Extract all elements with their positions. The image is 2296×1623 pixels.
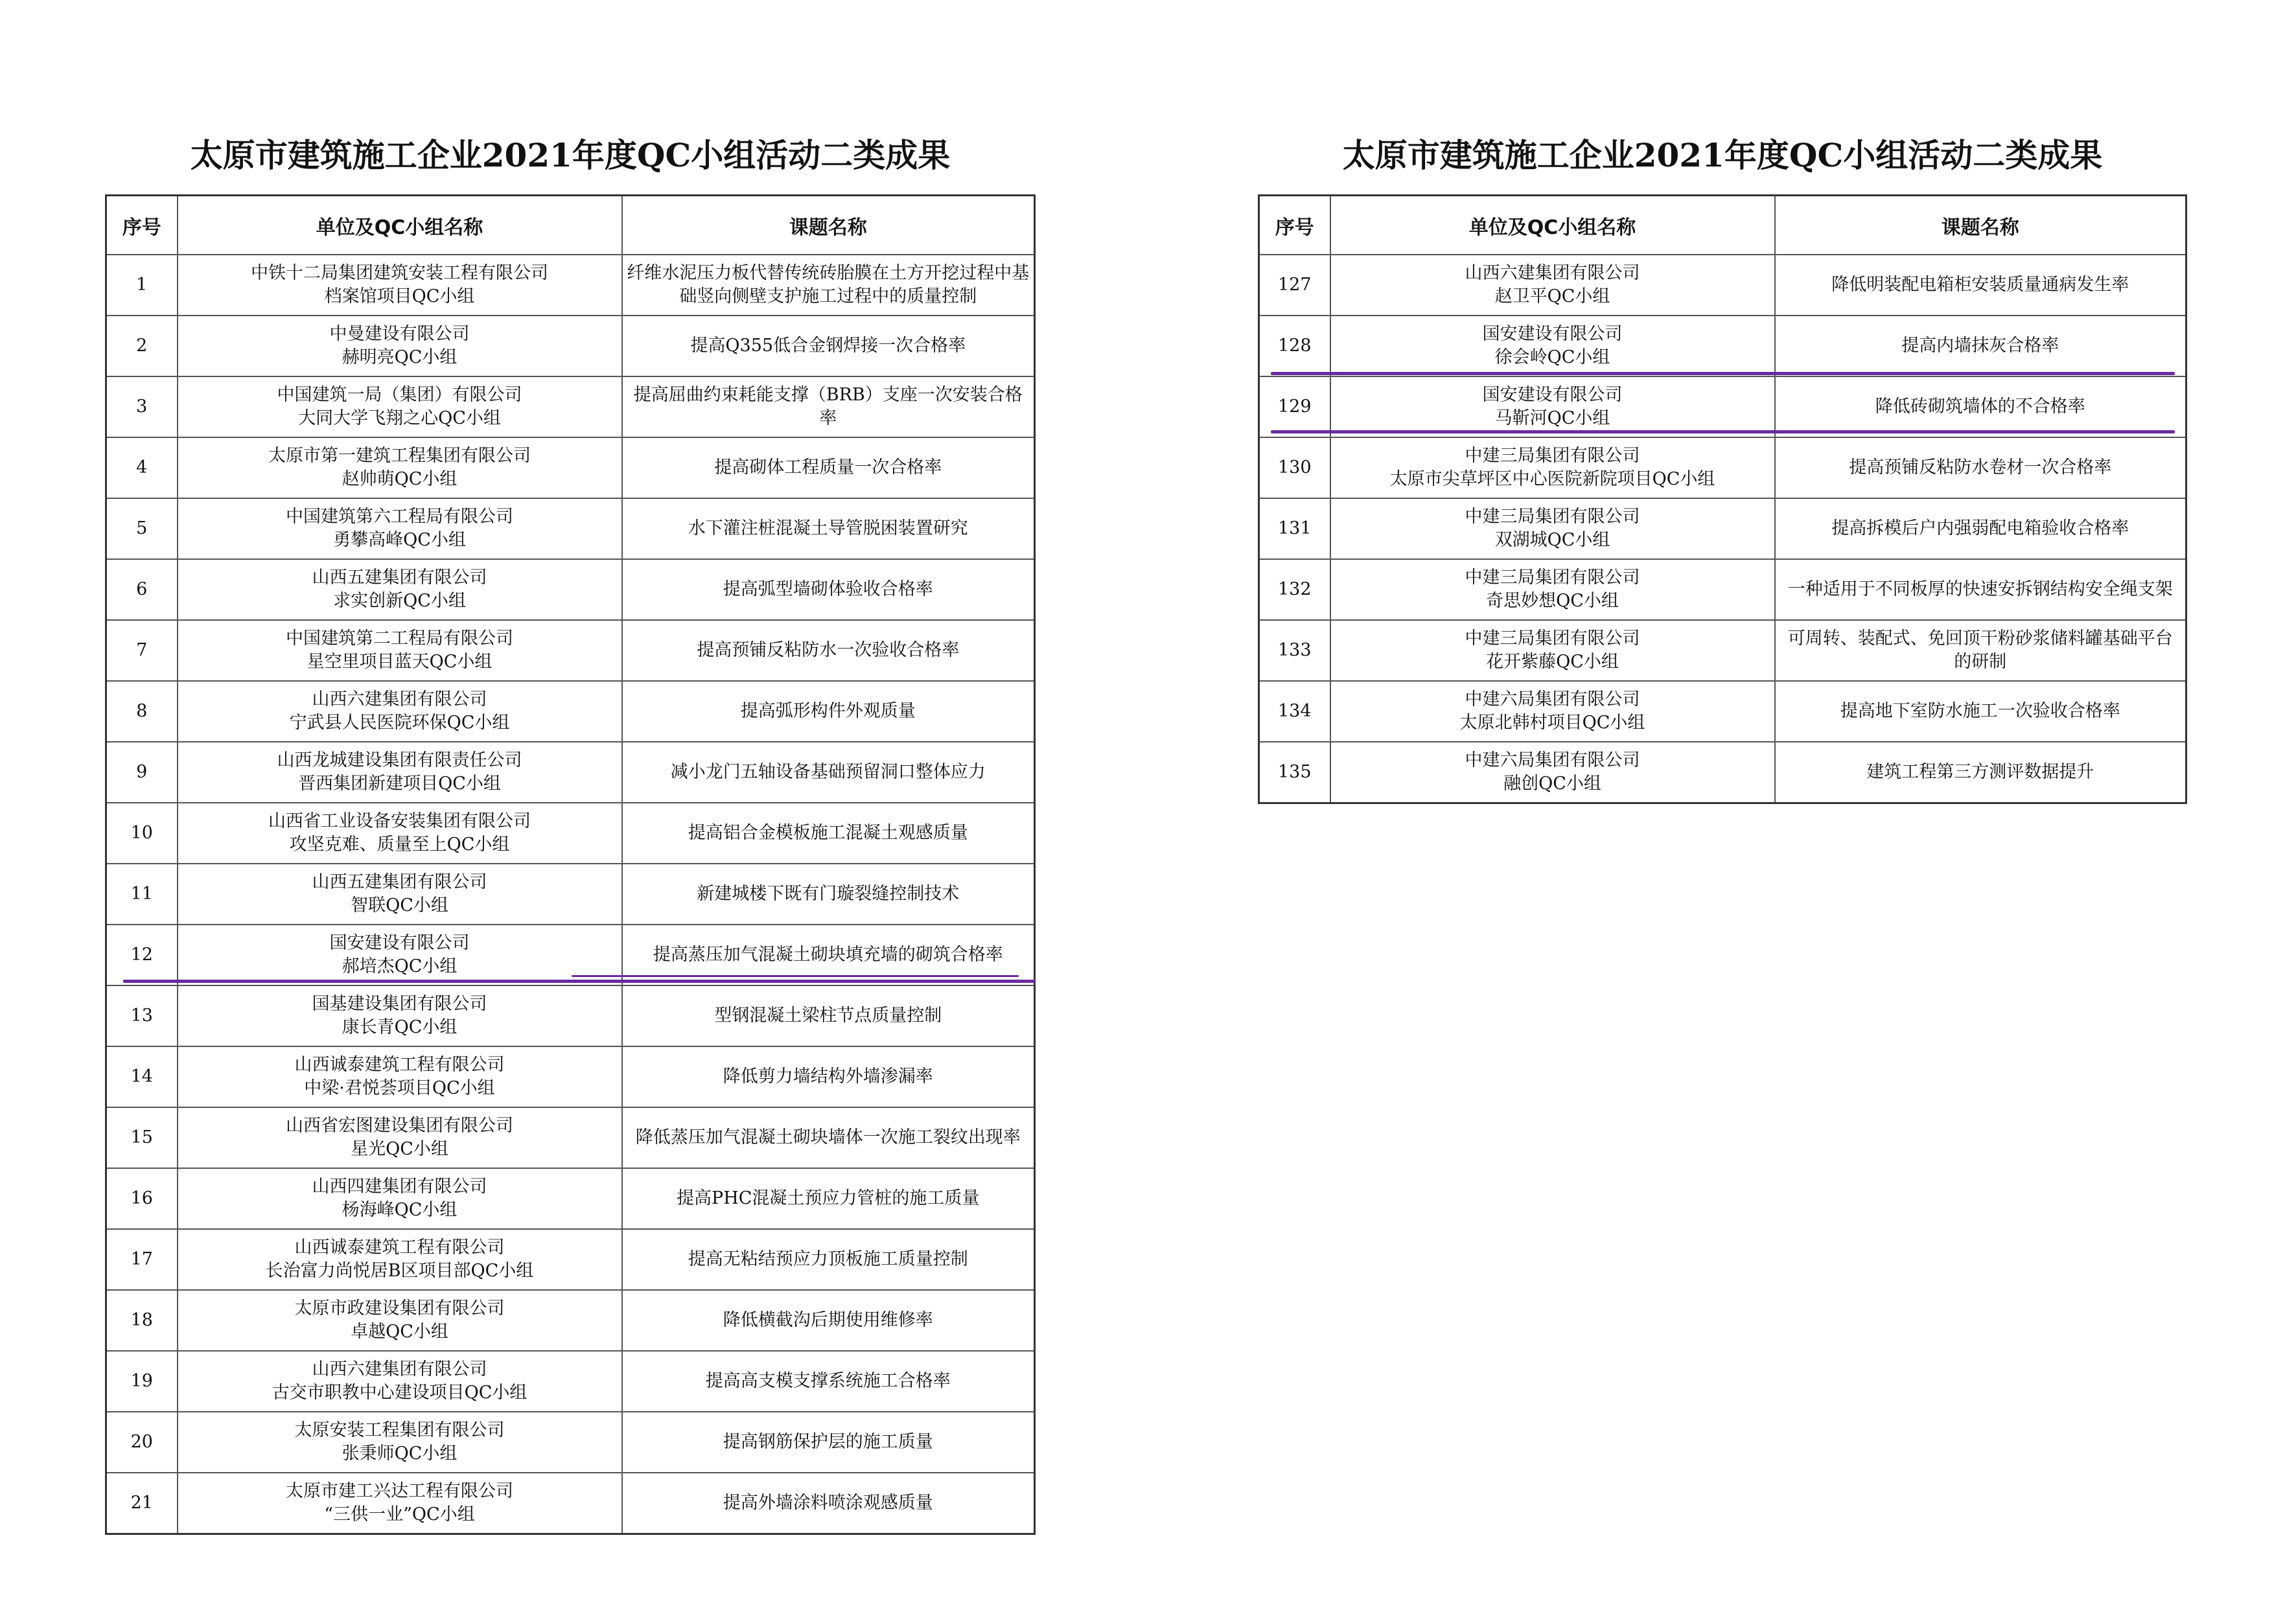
- unit-cell: [178, 742, 622, 803]
- topic-name: 提高高支模支撑系统施工合格率: [705, 1371, 951, 1391]
- unit-name: 山西龙城建设集团有限责任公司: [277, 750, 522, 770]
- topic-cell: [622, 1046, 1035, 1107]
- topic-name: 提高地下室防水施工一次验收合格率: [1840, 701, 2120, 721]
- row-number: 133: [1259, 620, 1330, 681]
- table-header-row: [106, 196, 1035, 255]
- topic-cell: [622, 1412, 1035, 1473]
- header-unit: 单位及QC小组名称: [178, 196, 622, 255]
- row-number: 13: [106, 985, 178, 1046]
- unit-cell: [178, 1168, 622, 1229]
- unit-cell: [1330, 316, 1775, 376]
- unit-cell: [1330, 498, 1775, 559]
- unit-name: 山西省宏图建设集团有限公司: [286, 1116, 513, 1136]
- table-row: [106, 1046, 1035, 1107]
- unit-cell: [1330, 559, 1775, 620]
- topic-name: 提高蒸压加气混凝土砌块填充墙的砌筑合格率: [653, 945, 1003, 965]
- topic-name: 减小龙门五轴设备基础预留洞口整体应力: [670, 762, 986, 782]
- topic-cell: [1775, 742, 2186, 803]
- qc-group-name: 宁武县人民医院环保QC小组: [289, 713, 510, 733]
- qc-group-name: 杨海峰QC小组: [342, 1200, 458, 1220]
- row-number: 2: [106, 316, 178, 376]
- topic-name: 纤维水泥压力板代替传统砖胎膜在土方开挖过程中基础竖向侧壁支护施工过程中的质量控制: [627, 263, 1030, 306]
- table-row: [106, 559, 1035, 620]
- unit-cell: [178, 1107, 622, 1168]
- table-row: [106, 1229, 1035, 1290]
- unit-cell: [178, 498, 622, 559]
- header-topic: 课题名称: [622, 196, 1035, 255]
- table-row: [106, 255, 1035, 316]
- table-row: [106, 1107, 1035, 1168]
- row-number: 131: [1259, 498, 1330, 559]
- topic-cell: [622, 559, 1035, 620]
- topic-cell: [622, 864, 1035, 925]
- page-title: 太原市建筑施工企业2021年度QC小组活动二类成果: [190, 136, 951, 174]
- unit-name: 山西五建集团有限公司: [312, 872, 487, 892]
- row-number: 16: [106, 1168, 178, 1229]
- topic-cell: [622, 803, 1035, 864]
- unit-name: 山西五建集团有限公司: [312, 568, 487, 588]
- unit-cell: [178, 864, 622, 925]
- topic-cell: [622, 498, 1035, 559]
- topic-cell: [622, 985, 1035, 1046]
- qc-group-name: 赵帅萌QC小组: [342, 469, 458, 489]
- unit-name: 太原市建工兴达工程有限公司: [286, 1481, 513, 1501]
- qc-group-name: 勇攀高峰QC小组: [333, 530, 466, 550]
- unit-cell: [178, 1290, 622, 1351]
- topic-name: 提高拆模后户内强弱配电箱验收合格率: [1831, 518, 2129, 538]
- qc-group-name: 赵卫平QC小组: [1494, 286, 1610, 306]
- row-number: 127: [1259, 255, 1330, 316]
- row-number: 130: [1259, 437, 1330, 498]
- table-row: [106, 1168, 1035, 1229]
- table-row: [1259, 681, 2186, 742]
- qc-group-name: 郝培杰QC小组: [342, 956, 458, 976]
- header-no: 序号: [1259, 196, 1330, 255]
- table-row: [106, 742, 1035, 803]
- row-number: 10: [106, 803, 178, 864]
- unit-cell: [178, 559, 622, 620]
- topic-name: 提高弧形构件外观质量: [740, 701, 916, 721]
- topic-cell: [622, 255, 1035, 316]
- qc-group-name: 长治富力尚悦居B区项目部QC小组: [265, 1261, 534, 1281]
- qc-group-name: 晋西集团新建项目QC小组: [298, 774, 501, 794]
- row-number: 11: [106, 864, 178, 925]
- table-body-left: [106, 255, 1035, 1534]
- qc-group-name: “三供一业”QC小组: [324, 1504, 475, 1525]
- qc-group-name: 中梁·君悦荟项目QC小组: [304, 1078, 495, 1098]
- unit-cell: [178, 255, 622, 316]
- topic-cell: [622, 437, 1035, 498]
- topic-cell: [1775, 620, 2186, 681]
- table-row: [106, 1412, 1035, 1473]
- unit-name: 太原市第一建筑工程集团有限公司: [268, 446, 531, 466]
- topic-cell: [1775, 255, 2186, 316]
- topic-name: 提高内墙抹灰合格率: [1901, 336, 2059, 356]
- unit-name: 国基建设集团有限公司: [312, 994, 487, 1014]
- qc-group-name: 大同大学飞翔之心QC小组: [298, 408, 501, 428]
- row-number: 18: [106, 1290, 178, 1351]
- row-number: 19: [106, 1351, 178, 1412]
- topic-name: 降低蒸压加气混凝土砌块墙体一次施工裂纹出现率: [635, 1127, 1021, 1147]
- underline-mark: [1271, 430, 2175, 433]
- header-topic: 课题名称: [1775, 196, 2186, 255]
- unit-cell: [1330, 376, 1775, 437]
- table-row: [1259, 316, 2186, 376]
- unit-name: 国安建设有限公司: [1482, 324, 1623, 344]
- qc-group-name: 古交市职教中心建设项目QC小组: [272, 1383, 528, 1403]
- row-number: 17: [106, 1229, 178, 1290]
- unit-cell: [178, 316, 622, 376]
- row-number: 12: [106, 925, 178, 985]
- topic-name: 提高Q355低合金钢焊接一次合格率: [690, 336, 966, 356]
- unit-name: 国安建设有限公司: [329, 933, 470, 953]
- unit-cell: [178, 1046, 622, 1107]
- results-table-right: [1258, 194, 2187, 804]
- unit-cell: [178, 1229, 622, 1290]
- unit-name: 中建三局集团有限公司: [1465, 507, 1640, 527]
- underline-mark: [1271, 372, 2175, 375]
- qc-group-name: 星空里项目蓝天QC小组: [307, 652, 493, 672]
- unit-name: 山西六建集团有限公司: [312, 689, 487, 709]
- unit-cell: [178, 985, 622, 1046]
- row-number: 1: [106, 255, 178, 316]
- topic-name: 型钢混凝土梁柱节点质量控制: [714, 1006, 942, 1026]
- unit-cell: [1330, 437, 1775, 498]
- topic-name: 降低明装配电箱柜安装质量通病发生率: [1831, 275, 2129, 295]
- topic-cell: [622, 742, 1035, 803]
- unit-name: 中国建筑第二工程局有限公司: [286, 628, 513, 649]
- row-number: 4: [106, 437, 178, 498]
- topic-name: 降低横截沟后期使用维修率: [723, 1310, 933, 1330]
- topic-name: 降低剪力墙结构外墙渗漏率: [723, 1066, 933, 1087]
- unit-name: 中铁十二局集团建筑安装工程有限公司: [251, 263, 548, 283]
- qc-group-name: 智联QC小组: [351, 895, 448, 915]
- table-row: [106, 985, 1035, 1046]
- topic-name: 提高无粘结预应力顶板施工质量控制: [688, 1249, 968, 1269]
- unit-name: 中曼建设有限公司: [329, 324, 470, 344]
- qc-group-name: 攻坚克难、质量至上QC小组: [289, 835, 510, 855]
- unit-name: 山西省工业设备安装集团有限公司: [268, 811, 531, 831]
- topic-name: 提高屈曲约束耗能支撑（BRB）支座一次安装合格率: [633, 385, 1023, 428]
- qc-group-name: 档案馆项目QC小组: [324, 286, 475, 306]
- row-number: 9: [106, 742, 178, 803]
- qc-group-name: 星光QC小组: [351, 1139, 448, 1159]
- topic-name: 新建城楼下既有门璇裂缝控制技术: [697, 884, 960, 904]
- row-number: 21: [106, 1473, 178, 1534]
- header-unit: 单位及QC小组名称: [1330, 196, 1775, 255]
- topic-cell: [622, 1168, 1035, 1229]
- qc-group-name: 徐会岭QC小组: [1494, 347, 1610, 367]
- unit-cell: [178, 925, 622, 985]
- row-number: 6: [106, 559, 178, 620]
- topic-cell: [1775, 437, 2186, 498]
- table-row: [106, 376, 1035, 437]
- row-number: 135: [1259, 742, 1330, 803]
- unit-name: 山西四建集团有限公司: [312, 1177, 487, 1197]
- table-row: [1259, 559, 2186, 620]
- topic-cell: [622, 681, 1035, 742]
- topic-cell: [1775, 559, 2186, 620]
- unit-cell: [178, 620, 622, 681]
- table-row: [1259, 437, 2186, 498]
- row-number: 5: [106, 498, 178, 559]
- qc-group-name: 花开紫藤QC小组: [1486, 652, 1619, 672]
- unit-name: 山西诚泰建筑工程有限公司: [294, 1237, 505, 1258]
- table-row: [106, 498, 1035, 559]
- topic-cell: [622, 620, 1035, 681]
- unit-cell: [1330, 681, 1775, 742]
- topic-cell: [622, 1229, 1035, 1290]
- qc-group-name: 太原市尖草坪区中心医院新院项目QC小组: [1389, 469, 1715, 489]
- unit-name: 太原市政建设集团有限公司: [294, 1298, 505, 1318]
- topic-cell: [622, 1351, 1035, 1412]
- qc-group-name: 康长青QC小组: [342, 1017, 458, 1037]
- unit-name: 山西诚泰建筑工程有限公司: [294, 1055, 505, 1075]
- table-row: [106, 437, 1035, 498]
- unit-cell: [178, 1351, 622, 1412]
- row-number: 8: [106, 681, 178, 742]
- table-row: [1259, 376, 2186, 437]
- page-title: 太原市建筑施工企业2021年度QC小组活动二类成果: [1342, 136, 2103, 174]
- topic-cell: [622, 316, 1035, 376]
- underline-mark: [123, 980, 1036, 983]
- topic-cell: [622, 376, 1035, 437]
- topic-name: 水下灌注桩混凝土导管脱困装置研究: [688, 518, 968, 538]
- topic-name: 建筑工程第三方测评数据提升: [1866, 762, 2094, 782]
- table-row: [106, 1351, 1035, 1412]
- row-number: 132: [1259, 559, 1330, 620]
- topic-cell: [622, 1107, 1035, 1168]
- row-number: 14: [106, 1046, 178, 1107]
- qc-group-name: 张秉师QC小组: [342, 1444, 458, 1464]
- qc-group-name: 马靳河QC小组: [1494, 408, 1610, 428]
- unit-name: 中国建筑一局（集团）有限公司: [277, 385, 522, 405]
- qc-group-name: 奇思妙想QC小组: [1486, 591, 1619, 611]
- header-no: 序号: [106, 196, 178, 255]
- table-row: [1259, 498, 2186, 559]
- table-row: [1259, 255, 2186, 316]
- topic-name: 一种适用于不同板厚的快速安拆钢结构安全绳支架: [1787, 579, 2173, 599]
- topic-cell: [1775, 376, 2186, 437]
- results-table-left: [105, 194, 1036, 1535]
- topic-name: 提高铝合金模板施工混凝土观感质量: [688, 823, 968, 843]
- table-body-right: [1259, 255, 2186, 803]
- unit-name: 中建三局集团有限公司: [1465, 568, 1640, 588]
- unit-cell: [178, 681, 622, 742]
- unit-cell: [178, 803, 622, 864]
- right-panel: [1258, 130, 2187, 804]
- topic-name: 提高PHC混凝土预应力管桩的施工质量: [677, 1188, 980, 1208]
- topic-cell: [1775, 316, 2186, 376]
- unit-cell: [1330, 742, 1775, 803]
- unit-cell: [1330, 620, 1775, 681]
- topic-name: 提高预铺反粘防水卷材一次合格率: [1849, 457, 2112, 478]
- unit-cell: [178, 1412, 622, 1473]
- table-row: [106, 864, 1035, 925]
- underline-mark: [572, 975, 1019, 977]
- table-row: [106, 1290, 1035, 1351]
- unit-name: 中建三局集团有限公司: [1465, 446, 1640, 466]
- topic-name: 提高钢筋保护层的施工质量: [723, 1432, 933, 1452]
- topic-name: 可周转、装配式、免回顶干粉砂浆储料罐基础平台的研制: [1787, 628, 2173, 672]
- topic-name: 提高砌体工程质量一次合格率: [714, 457, 942, 478]
- topic-cell: [1775, 681, 2186, 742]
- qc-group-name: 太原北韩村项目QC小组: [1459, 713, 1645, 733]
- table-row: [106, 681, 1035, 742]
- unit-name: 太原安装工程集团有限公司: [294, 1420, 505, 1440]
- unit-name: 中建三局集团有限公司: [1465, 628, 1640, 649]
- qc-group-name: 赫明亮QC小组: [342, 347, 458, 367]
- row-number: 128: [1259, 316, 1330, 376]
- table-row: [106, 620, 1035, 681]
- unit-name: 中建六局集团有限公司: [1465, 750, 1640, 770]
- unit-name: 国安建设有限公司: [1482, 385, 1623, 405]
- unit-cell: [178, 1473, 622, 1534]
- unit-cell: [178, 437, 622, 498]
- topic-name: 提高外墙涂料喷涂观感质量: [723, 1493, 933, 1513]
- table-header-row: [1259, 196, 2186, 255]
- row-number: 15: [106, 1107, 178, 1168]
- row-number: 129: [1259, 376, 1330, 437]
- unit-cell: [178, 376, 622, 437]
- table-row: [1259, 620, 2186, 681]
- unit-name: 中国建筑第六工程局有限公司: [286, 507, 513, 527]
- table-row: [106, 1473, 1035, 1534]
- qc-group-name: 双湖城QC小组: [1494, 530, 1610, 550]
- qc-group-name: 融创QC小组: [1503, 774, 1601, 794]
- table-row: [106, 316, 1035, 376]
- topic-name: 提高弧型墙砌体验收合格率: [723, 579, 933, 599]
- unit-cell: [1330, 255, 1775, 316]
- table-row: [106, 803, 1035, 864]
- unit-name: 中建六局集团有限公司: [1465, 689, 1640, 709]
- topic-name: 提高预铺反粘防水一次验收合格率: [697, 640, 960, 660]
- unit-name: 山西六建集团有限公司: [312, 1359, 487, 1379]
- qc-group-name: 求实创新QC小组: [333, 591, 466, 611]
- table-row: [1259, 742, 2186, 803]
- qc-group-name: 卓越QC小组: [351, 1322, 448, 1342]
- row-number: 3: [106, 376, 178, 437]
- unit-name: 山西六建集团有限公司: [1465, 263, 1640, 283]
- topic-cell: [622, 1290, 1035, 1351]
- topic-name: 降低砖砌筑墙体的不合格率: [1875, 397, 2085, 417]
- row-number: 20: [106, 1412, 178, 1473]
- row-number: 134: [1259, 681, 1330, 742]
- row-number: 7: [106, 620, 178, 681]
- topic-cell: [1775, 498, 2186, 559]
- topic-cell: [622, 1473, 1035, 1534]
- left-panel: [105, 130, 1036, 1535]
